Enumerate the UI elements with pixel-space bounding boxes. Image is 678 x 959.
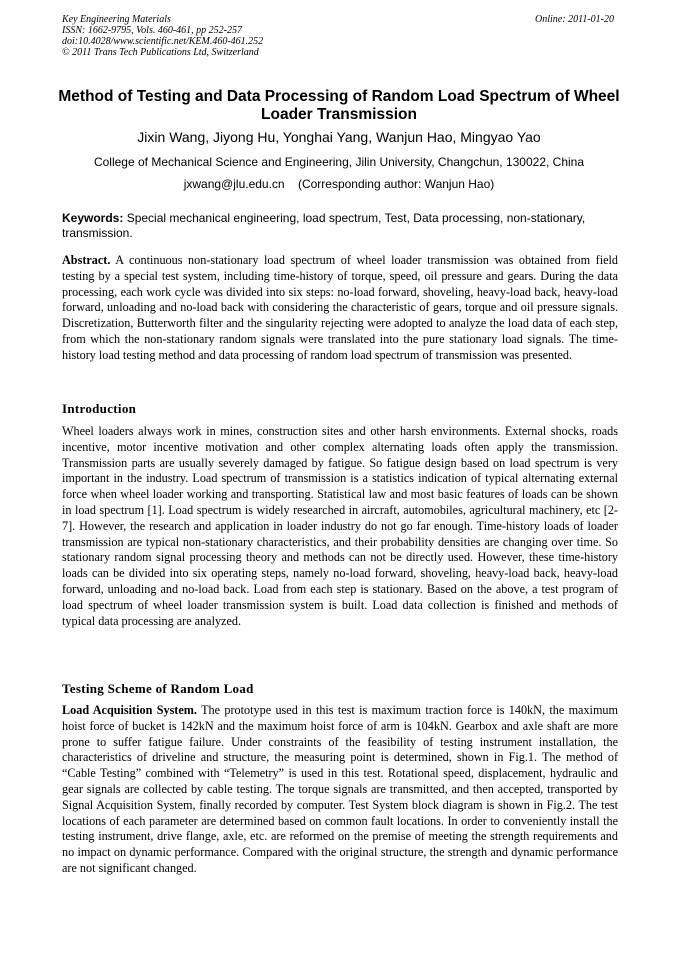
testing-scheme-paragraph (62, 703, 618, 877)
journal-name: Key Engineering Materials (62, 14, 171, 25)
keywords-text: Special mechanical engineering, load spectrum, Test, Data processing, non-stationary, transmission. (62, 211, 586, 240)
introduction-paragraph: Wheel loaders always work in mines, construction sites and other harsh environments. External shocks, roads incentive, motor incentive motivation and other complex alternating loads often apply the transmission. Transmission parts are usually severely damaged by fatigue. So fatigue design based on load spectrum is very important in the industry. Load spectrum of transmission is a statistics indication of typical alternating external force when wheel loader working and transporting. Statistical law and most basic features of loads can be shown in load spectrum [1]. Load spectrum is widely researched in aircraft, automobiles, agricultural machinery, etc [2-7]. However, the research and application in loader industry do not go far enough. Time-history loads of loader transmission are typical non-stationary characteristics, and their probability densities are changing over time. So stationary random signal processing theory and methods can not be directly used. However, these time-history loads can be divided into six operating steps, namely no-load forward, shoveling, heavy-load back, heavy-load forward, unloading and no-load back. Load from each step is stationary. Based on the above, a test program of load spectrum of wheel loader transmission system is built. Load data collection is finished and methods of typical data processing are analyzed. (62, 424, 618, 628)
contact-email-line: jxwang@jlu.edu.cn (Corresponding author: Wanjun Hao) (183, 177, 495, 191)
abstract-label: Abstract. (62, 253, 111, 267)
journal-header (62, 14, 618, 58)
keywords-block (62, 211, 618, 241)
doi-line: doi:10.4028/www.scientific.net/KEM.460-461.252 (62, 36, 264, 47)
issn-line: ISSN: 1662-9795, Vols. 460-461, pp 252-257 (62, 25, 242, 36)
load-acquisition-lead: Load Acquisition System. (62, 703, 197, 717)
abstract-text: A continuous non-stationary load spectrum of wheel loader transmission was obtained from field testing by a special test system, including time-history of torque, speed, oil pressure and gears. During the data processing, each work cycle was divided into six steps: no-load forward, shoveling, heavy-load back, heavy-load forward, unloading and no-load back with considering the characteristic of gears, torque and oil pressure signals. Discretization, Butterworth filter and the singularity rejecting were adopted to analyze the load data of each step, from which the non-stationary random signals were translated into the pure stationary load signals. The time-history load testing method and data processing of random load spectrum of transmission was presented. (62, 253, 618, 362)
abstract-block (62, 253, 618, 364)
online-date: Online: 2011-01-20 (535, 14, 614, 25)
affiliation: College of Mechanical Science and Engineering, Jilin University, Changchun, 130022, China (93, 155, 585, 169)
load-acquisition-text: The prototype used in this test is maximum traction force is 140kN, the maximum hoist force of bucket is 142kN and the maximum hoist force of arm is 104kN. Gearbox and axle shaft are more prone to suffer fatigue failure. Under constraints of the feasibility of testing instrument installation, the characteristics of driveline and structure, the measuring point is determined, shown in Fig.1. The method of “Cable Testing” combined with “Telemetry” is used in this test. Rotational speed, displacement, hydraulic and gear signals are collected by cable testing. The torque signals are transmitted, and then accepted, transported by Signal Acquisition System, finally recorded by computer. Test System block diagram is shown in Fig.2. The test locations of each parameter are determined based on common fault locations. In order to conveniently install the testing instrument, drive flange, axle, etc. are reformed on the premise of meeting the strength requirements and no impact on dynamic performance. Compared with the original structure, the strength and dynamic performance are not significant changed. (62, 703, 618, 875)
author-list: Jixin Wang, Jiyong Hu, Yonghai Yang, Wanjun Hao, Mingyao Yao (137, 129, 541, 145)
paper-title: Method of Testing and Data Processing of Random Load Spectrum of Wheel Loader Transmission (58, 88, 620, 123)
testing-scheme-heading: Testing Scheme of Random Load (62, 681, 254, 696)
keywords-label: Keywords: (62, 211, 124, 225)
introduction-heading: Introduction (62, 401, 137, 416)
copyright-line: © 2011 Trans Tech Publications Ltd, Switzerland (62, 47, 259, 58)
